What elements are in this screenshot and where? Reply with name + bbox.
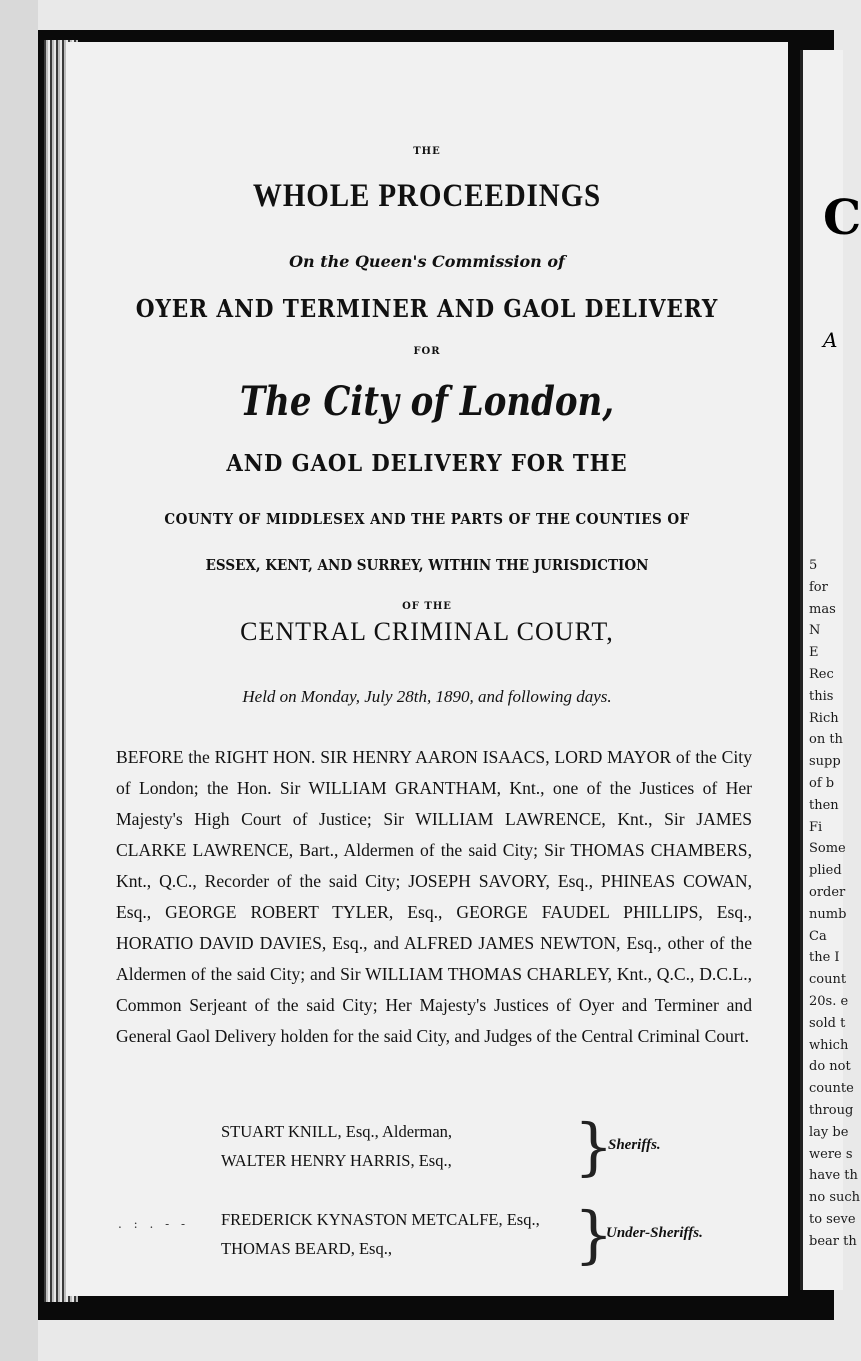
oyer-line: OYER AND TERMINER AND GAOL DELIVERY bbox=[135, 294, 719, 323]
under-sheriffs-names bbox=[221, 1205, 540, 1263]
headline: WHOLE PROCEEDINGS bbox=[252, 178, 602, 214]
under-sheriffs-brace: } bbox=[574, 1198, 614, 1271]
adjacent-line: 5 bbox=[809, 558, 818, 573]
adjacent-line: count bbox=[809, 972, 847, 988]
adjacent-line: then bbox=[809, 797, 839, 813]
adjacent-line: to seve bbox=[809, 1212, 856, 1227]
under-sheriff-name: THOMAS BEARD, Esq., bbox=[221, 1239, 392, 1258]
adjacent-line: this bbox=[809, 688, 834, 704]
adjacent-letter-a: A bbox=[823, 328, 838, 352]
adjacent-line: numb bbox=[809, 906, 847, 922]
adjacent-line: sold t bbox=[809, 1015, 846, 1031]
adjacent-line: Rich bbox=[809, 710, 839, 726]
adjacent-line: have th bbox=[809, 1168, 858, 1184]
scan-margin bbox=[0, 0, 38, 1361]
title-page bbox=[66, 42, 788, 1296]
sheriff-name: WALTER HENRY HARRIS, Esq., bbox=[221, 1151, 452, 1170]
adjacent-line: 20s. e bbox=[809, 994, 849, 1009]
adjacent-letter-c: C bbox=[823, 190, 861, 246]
adjacent-line: N bbox=[809, 623, 821, 639]
adjacent-line: E bbox=[809, 645, 819, 661]
adjacent-line: mas bbox=[809, 601, 836, 617]
adjacent-line: on th bbox=[809, 732, 843, 748]
adjacent-line: Ca bbox=[809, 928, 827, 944]
sheriff-name: STUART KNILL, Esq., Alderman, bbox=[221, 1122, 453, 1141]
the-label: THE bbox=[413, 146, 441, 157]
city-of-london: The City of London, bbox=[239, 378, 615, 425]
adjacent-line: Some bbox=[809, 841, 846, 857]
for-label: FOR bbox=[413, 346, 441, 357]
under-sheriff-name: FREDERICK KYNASTON METCALFE, Esq., bbox=[221, 1210, 540, 1229]
adjacent-line: no such bbox=[809, 1190, 861, 1206]
adjacent-line: bear th bbox=[809, 1233, 857, 1249]
adjacent-line: Fi bbox=[809, 819, 823, 835]
adjacent-line: which bbox=[809, 1037, 849, 1053]
sheriffs-brace: } bbox=[574, 1110, 614, 1183]
adjacent-line: the I bbox=[809, 950, 840, 966]
adjacent-line: counte bbox=[809, 1081, 854, 1097]
adjacent-line: of b bbox=[809, 776, 835, 791]
county-line: COUNTY OF MIDDLESEX AND THE PARTS OF THE COUNTIES OF bbox=[164, 510, 690, 528]
held-date: Held on Monday, July 28th, 1890, and following days. bbox=[242, 687, 612, 706]
judges-paragraph: BEFORE the RIGHT HON. SIR HENRY AARON ISAACS, LORD MAYOR of the City of London; the Hon. Sir WILLIAM GRANTHAM, Knt., one of the Justices of Her Majesty's High Court of Justice; Sir WILLIAM LAWRENCE, Knt., Sir JAMES CLARKE LAWRENCE, Bart., Aldermen of the said City; Sir THOMAS CHAMBERS, Knt., Q.C., Recorder of the said City; JOSEPH SAVORY, Esq., PHINEAS COWAN, Esq., GEORGE ROBERT TYLER, Esq., GEORGE FAUDEL PHILLIPS, Esq., HORATIO DAVID DAVIES, Esq., and ALFRED JAMES NEWTON, Esq., other of the Aldermen of the said City; and Sir WILLIAM THOMAS CHARLEY, Knt., Q.C., D.C.L., Common Serjeant of the said City; Her Majesty's Justices of Oyer and Terminer and General Gaol Delivery holden for the said City, and Judges of the Central Criminal Court. bbox=[116, 747, 752, 1046]
court-name: CENTRAL CRIMINAL COURT, bbox=[240, 617, 614, 646]
adjacent-line: were s bbox=[809, 1146, 853, 1162]
adjacent-line: throug bbox=[809, 1103, 854, 1118]
adjacent-line: do not bbox=[809, 1059, 851, 1075]
under-sheriffs-role: Under-Sheriffs. bbox=[606, 1225, 703, 1241]
sheriffs-names bbox=[221, 1117, 452, 1175]
adjacent-page bbox=[800, 50, 861, 1290]
adjacent-line: plied bbox=[809, 863, 842, 879]
adjacent-line: lay be bbox=[809, 1124, 849, 1140]
adjacent-line: order bbox=[809, 885, 846, 900]
adjacent-line: supp bbox=[809, 754, 841, 770]
adjacent-line: for bbox=[809, 579, 828, 595]
faint-dots: . : . - - bbox=[118, 1217, 190, 1231]
adjacent-line: Rec bbox=[809, 667, 834, 682]
essex-line: ESSEX, KENT, AND SURREY, WITHIN THE JURISDICTION bbox=[205, 556, 649, 574]
of-the-label: OF THE bbox=[402, 601, 452, 612]
sheriffs-role: Sheriffs. bbox=[608, 1137, 661, 1153]
gaol-delivery-line: AND GAOL DELIVERY FOR THE bbox=[226, 450, 628, 477]
commission-line: On the Queen's Commission of bbox=[289, 252, 565, 271]
